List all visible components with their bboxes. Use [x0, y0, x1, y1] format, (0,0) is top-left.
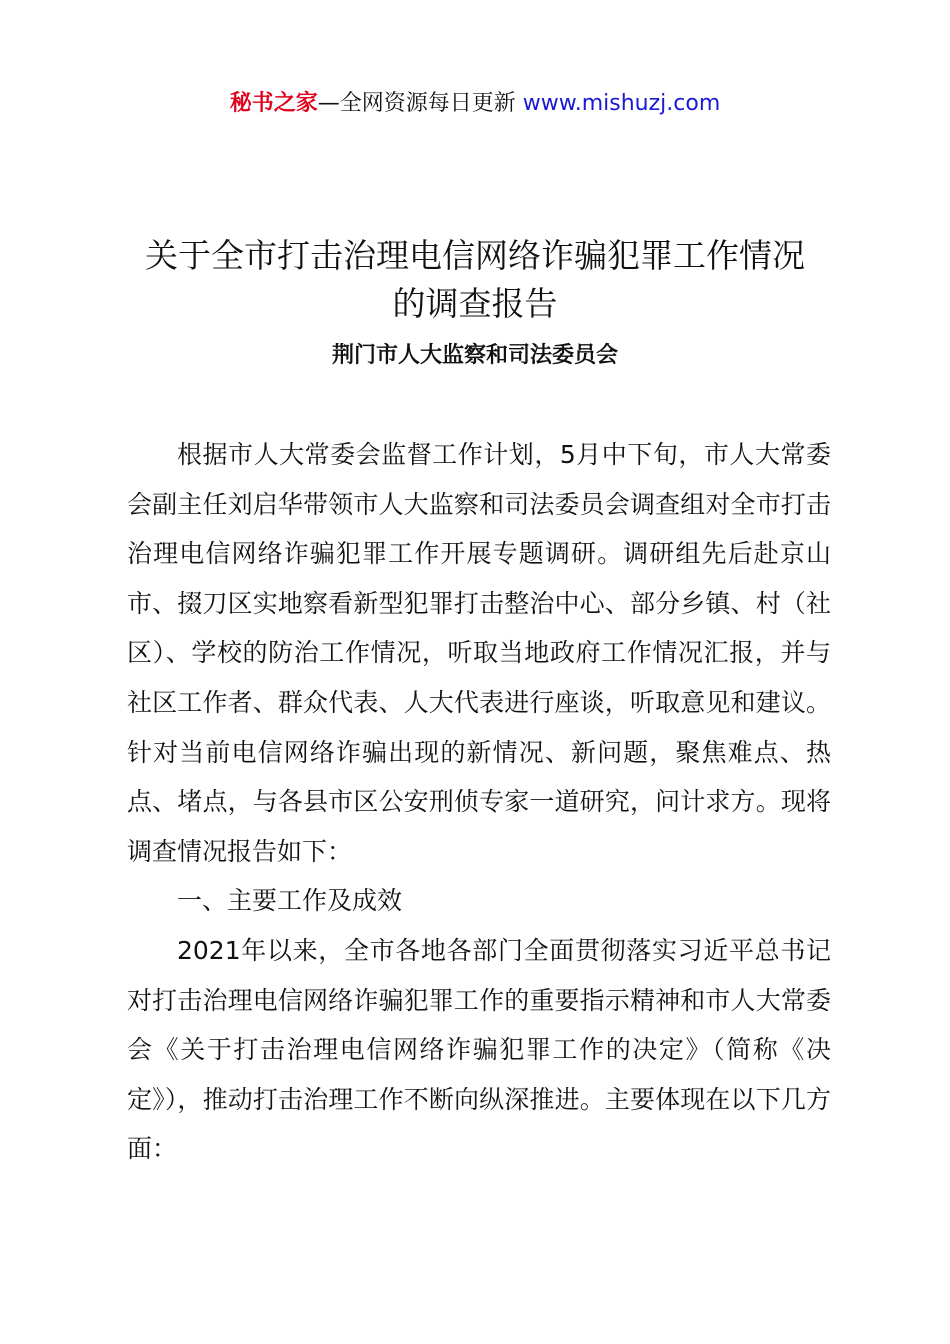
- site-header: [0, 88, 950, 120]
- site-brand: 秘书之家: [229, 91, 318, 116]
- title-line-1: 关于全市打击治理电信网络诈骗犯罪工作情况: [145, 236, 805, 275]
- site-tagline: —全网资源每日更新: [317, 91, 516, 116]
- title-line-2: 的调查报告: [392, 284, 558, 323]
- section-heading: 一、主要工作及成效: [177, 886, 403, 916]
- document-body: [127, 430, 831, 1174]
- document-title: [100, 232, 850, 328]
- paragraph-section-1: 2021年以来，全市各地各部门全面贯彻落实习近平总书记对打击治理电信网络诈骗犯罪工作的重要指示精神和市人大常委会《关于打击治理电信网络诈骗犯罪工作的决定》（简称《决定》），推动打击治理工作不断向纵深推进。主要体现在以下几方面：: [127, 935, 831, 1164]
- site-url-link[interactable]: www.mishuzj.com: [522, 91, 721, 116]
- document-author: 荆门市人大监察和司法委员会: [331, 343, 618, 368]
- paragraph-intro: 根据市人大常委会监督工作计划，5月中下旬，市人大常委会副主任刘启华带领市人大监察和司法委员会调查组对全市打击治理电信网络诈骗犯罪工作开展专题调研。调研组先后赴京山市、掇刀区实地察看新型犯罪打击整治中心、部分乡镇、村（社区）、学校的防治工作情况，听取当地政府工作情况汇报，并与社区工作者、群众代表、人大代表进行座谈，听取意见和建议。针对当前电信网络诈骗出现的新情况、新问题，聚焦难点、热点、堵点，与各县市区公安刑侦专家一道研究，问计求方。现将调查情况报告如下：: [127, 440, 831, 866]
